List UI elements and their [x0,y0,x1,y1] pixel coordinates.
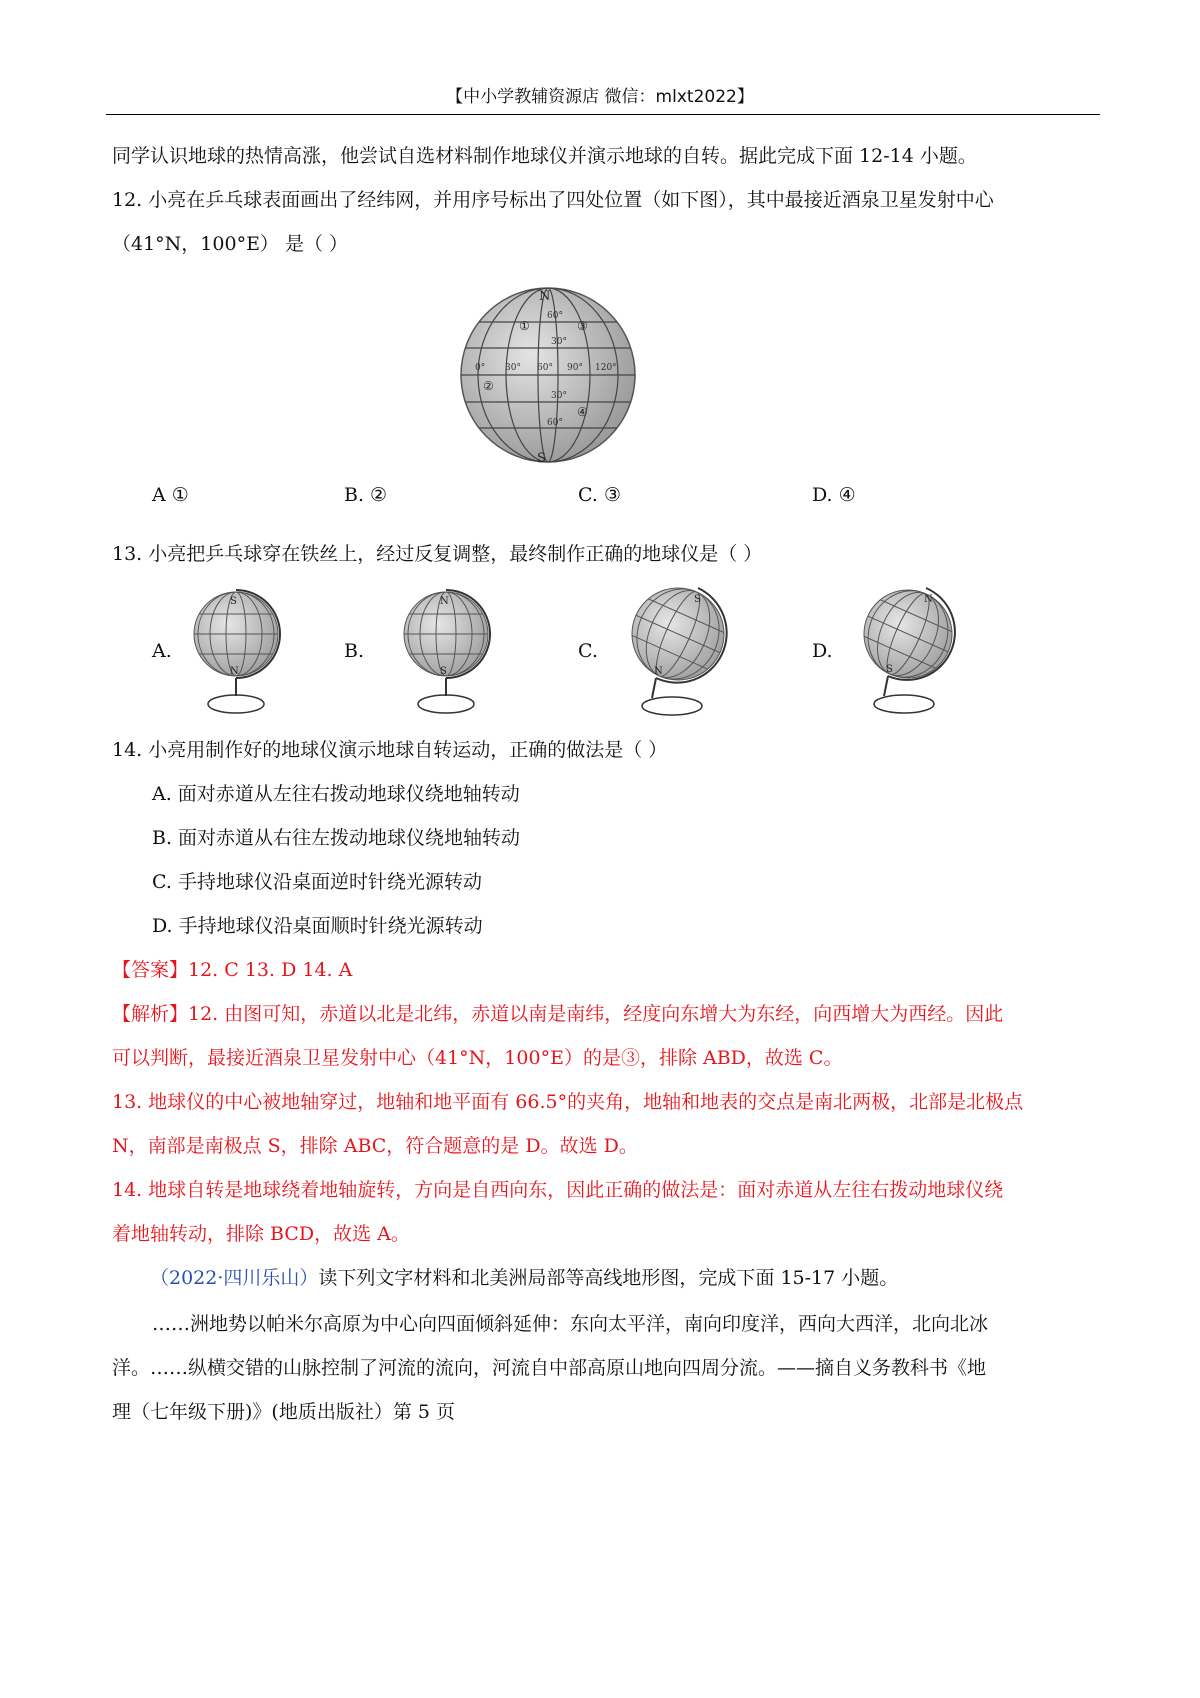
globe-b-bottom-pole: S [440,666,447,677]
intro-text: 同学认识地球的热情高涨，他尝试自选材料制作地球仪并演示地球的自转。据此完成下面 12-14 小题。 [112,145,977,167]
globe-north-label: N [539,289,551,304]
analysis-line-1: 【解析】12. 由图可知，赤道以北是北纬，赤道以南是南纬，经度向东增大为东经，向西增大为西经。因此 [112,1003,1004,1025]
mark-4: ④ [577,405,588,419]
next-intro-text: 读下列文字材料和北美洲局部等高线地形图，完成下面 15-17 小题。 [318,1267,899,1289]
lat-label-60s: 60° [547,418,563,428]
q13-option-d-label: D. [812,640,833,662]
answer-line: 【答案】12. C 13. D 14. A [112,959,353,981]
globe-b-top-pole: N [440,596,449,607]
globe-a-bottom-pole: N [230,666,239,677]
lat-label-60n: 60° [547,311,563,321]
q14-option-d: D. 手持地球仪沿桌面顺时针绕光源转动 [152,915,483,937]
q13-option-c-label: C. [578,640,598,662]
lon-label-90: 90° [567,363,583,373]
mark-1: ① [519,319,530,333]
globe-south-label: S [537,451,546,466]
passage-line-3: 理（七年级下册)》(地质出版社）第 5 页 [112,1401,455,1423]
globe-d-top-pole: N [924,594,933,605]
q14-option-b: B. 面对赤道从右往左拨动地球仪绕地轴转动 [152,827,521,849]
globe-c-bottom-pole: N [654,666,663,677]
q13-option-a-label: A. [152,640,172,662]
lat-label-30s: 30° [551,391,567,401]
globe-a-top-pole: S [230,596,237,607]
q13-globe-b [388,584,518,724]
q12-globe-figure [455,282,641,468]
lat-label-30n: 30° [551,337,567,347]
q13-globe-a [178,584,308,724]
analysis-line-4: N，南部是南极点 S，排除 ABC，符合题意的是 D。故选 D。 [112,1135,638,1157]
analysis-line-2: 可以判断，最接近酒泉卫星发射中心（41°N，100°E）的是③，排除 ABD，故选 C。 [112,1047,843,1069]
q13-option-b-label: B. [344,640,365,662]
q14-option-a: A. 面对赤道从左往右拨动地球仪绕地轴转动 [152,783,520,805]
passage-line-2: 洋。……纵横交错的山脉控制了河流的流向，河流自中部高原山地向四周分流。——摘自义务教科书《地 [112,1357,987,1379]
q13-globe-d [846,580,986,725]
q13-stem: 13. 小亮把乒乓球穿在铁丝上，经过反复调整，最终制作正确的地球仪是（ ） [112,543,763,565]
lon-label-0: 0° [475,363,486,373]
lon-label-120: 120° [595,363,617,373]
passage-line-1: ……洲地势以帕米尔高原为中心向四面倾斜延伸：东向太平洋，南向印度洋，西向大西洋，北向北冰 [152,1313,989,1335]
q13-globe-c [612,580,752,725]
lon-label-60: 60° [537,363,553,373]
next-intro [150,1264,898,1292]
analysis-line-3: 13. 地球仪的中心被地轴穿过，地轴和地平面有 66.5°的夹角，地轴和地表的交点是南北两极，北部是北极点 [112,1091,1024,1113]
next-source: （2022·四川乐山） [150,1267,319,1289]
q12-option-a: A ① [152,484,189,506]
page-header: 【中小学教辅资源店 微信：mlxt2022】 [446,87,754,107]
q12-option-b: B. ② [344,484,388,506]
q12-stem-line1: 12. 小亮在乒乓球表面画出了经纬网，并用序号标出了四处位置（如下图），其中最接近酒泉卫星发射中心 [112,189,994,211]
q12-option-d: D. ④ [812,484,856,506]
lon-label-30: 30° [505,363,521,373]
globe-d-bottom-pole: S [886,664,893,675]
analysis-line-6: 着地轴转动，排除 BCD，故选 A。 [112,1223,410,1245]
q14-option-c: C. 手持地球仪沿桌面逆时针绕光源转动 [152,871,482,893]
mark-3: ③ [577,319,588,333]
header-divider [106,114,1100,115]
mark-2: ② [483,379,494,393]
q12-option-c: C. ③ [578,484,621,506]
q14-stem: 14. 小亮用制作好的地球仪演示地球自转运动，正确的做法是（ ） [112,739,668,761]
q12-stem-line2: （41°N，100°E） 是（ ） [112,233,349,255]
analysis-line-5: 14. 地球自转是地球绕着地轴旋转，方向是自西向东，因此正确的做法是：面对赤道从左往右拨动地球仪绕 [112,1179,1004,1201]
globe-c-top-pole: S [694,594,701,605]
